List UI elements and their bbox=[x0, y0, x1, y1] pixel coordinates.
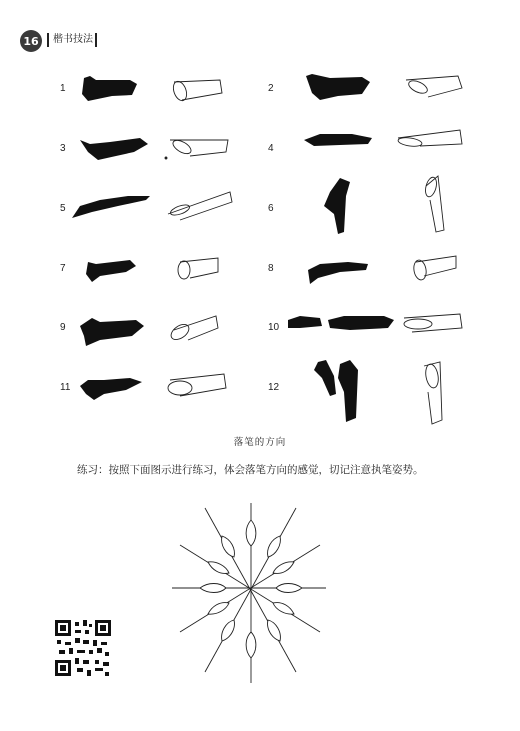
stroke-number: 11 bbox=[60, 382, 71, 393]
petal bbox=[246, 520, 256, 546]
stroke-number: 7 bbox=[60, 263, 66, 274]
stroke-number: 3 bbox=[60, 143, 66, 154]
petal bbox=[273, 603, 294, 615]
qr-code-icon bbox=[55, 620, 111, 676]
stroke-number: 9 bbox=[60, 322, 66, 333]
page-number: 16 bbox=[23, 34, 39, 48]
stroke-number: 4 bbox=[268, 143, 274, 154]
petal bbox=[268, 536, 281, 557]
petal bbox=[276, 584, 302, 593]
petal bbox=[208, 562, 229, 574]
figure-caption: 落笔的方向 bbox=[233, 437, 287, 448]
petal bbox=[246, 632, 256, 658]
petal bbox=[200, 584, 226, 593]
petal bbox=[268, 620, 281, 641]
petal bbox=[273, 562, 294, 574]
exercise-instruction: 练习：按照下面图示进行练习，体会落笔方向的感觉，切记注意执笔姿势。 bbox=[77, 464, 424, 476]
petal bbox=[222, 620, 235, 641]
stroke-number: 12 bbox=[268, 382, 280, 393]
petal bbox=[208, 603, 229, 615]
stroke-number: 10 bbox=[268, 322, 280, 333]
stroke-number: 5 bbox=[60, 203, 66, 214]
stroke-number: 8 bbox=[268, 263, 274, 274]
stroke-number: 6 bbox=[268, 203, 274, 214]
stroke-number: 2 bbox=[268, 83, 274, 94]
running-title: 楷书技法 bbox=[53, 34, 93, 45]
stroke-number: 1 bbox=[60, 83, 66, 94]
petal bbox=[222, 536, 235, 557]
